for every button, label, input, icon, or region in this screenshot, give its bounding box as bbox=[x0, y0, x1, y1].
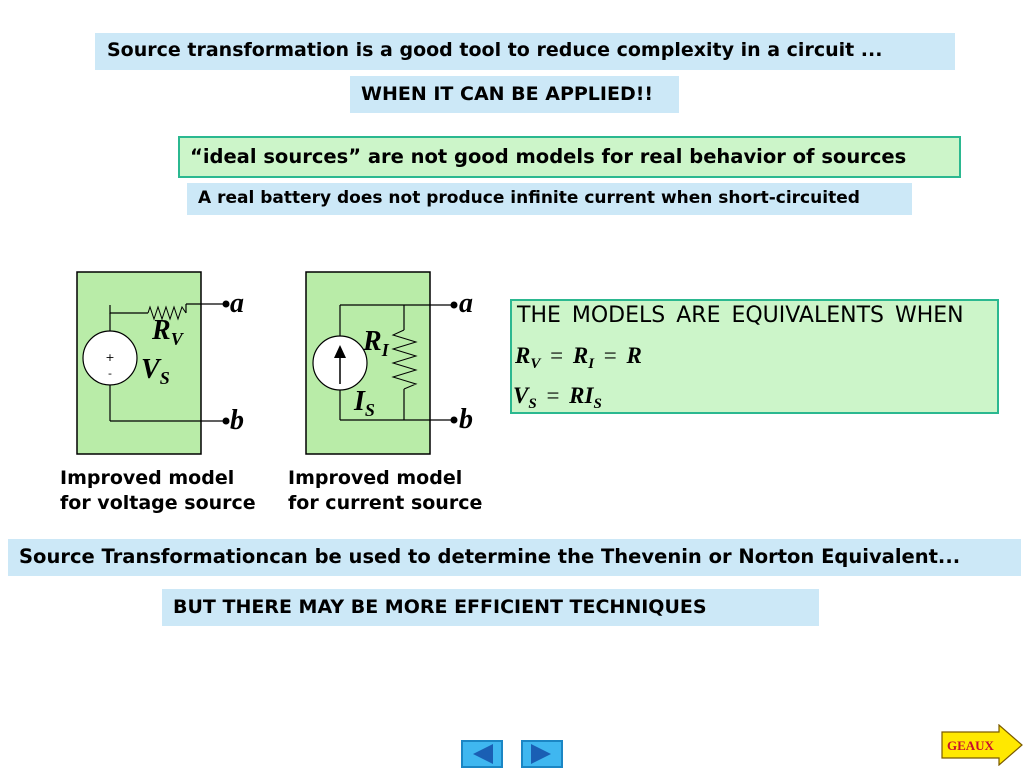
current-source-sub: S bbox=[364, 400, 375, 420]
voltage-caption-line2: for voltage source bbox=[60, 492, 256, 514]
eq1-ri-sub: I bbox=[588, 356, 595, 372]
resistance-equation bbox=[515, 343, 642, 373]
thevenin-norton-banner: Source Transformationcan be used to determine the Thevenin or Norton Equivalent... bbox=[8, 539, 1021, 576]
next-slide-button[interactable] bbox=[521, 740, 563, 768]
eq1-equals-a: = bbox=[550, 343, 564, 368]
resistor-ri-main: R bbox=[363, 326, 382, 357]
voltage-source-sub: S bbox=[159, 368, 170, 388]
real-battery-banner: A real battery does not produce infinite current when short-circuited bbox=[187, 183, 912, 215]
eq2-ri-sub: S bbox=[593, 396, 602, 412]
voltage-source-model-diagram bbox=[70, 268, 260, 463]
eq1-rv-sub: V bbox=[530, 356, 541, 372]
terminal-a-dot bbox=[223, 301, 230, 308]
current-source-model-diagram bbox=[300, 268, 490, 463]
resistor-rv-sub: V bbox=[170, 329, 183, 349]
resistor-ri-sub: I bbox=[381, 340, 389, 360]
eq1-ri: R bbox=[572, 343, 589, 368]
when-applied-banner: WHEN IT CAN BE APPLIED!! bbox=[350, 76, 679, 113]
resistor-rv-main: R bbox=[152, 315, 171, 346]
voltage-model-caption bbox=[60, 466, 256, 516]
arrow-right-icon bbox=[523, 742, 561, 766]
terminal-b-dot bbox=[451, 417, 458, 424]
terminal-b-label: b bbox=[459, 404, 473, 435]
equivalence-heading: THE MODELS ARE EQUIVALENTS WHEN bbox=[517, 303, 964, 328]
arrow-left-icon bbox=[463, 742, 501, 766]
voltage-source-minus: - bbox=[108, 367, 112, 380]
current-caption-line1: Improved model bbox=[288, 467, 463, 489]
eq2-ri: RI bbox=[569, 383, 594, 408]
source-equation bbox=[513, 383, 602, 413]
terminal-b-dot bbox=[223, 418, 230, 425]
voltage-caption-line1: Improved model bbox=[60, 467, 235, 489]
voltage-source-plus: + bbox=[105, 351, 115, 364]
terminal-a-label: a bbox=[459, 288, 473, 319]
terminal-b-label: b bbox=[230, 405, 244, 436]
current-caption-line2: for current source bbox=[288, 492, 483, 514]
ideal-sources-banner: “ideal sources” are not good models for real behavior of sources bbox=[178, 136, 961, 178]
eq2-vs: V bbox=[513, 383, 529, 408]
terminal-a-dot bbox=[451, 302, 458, 309]
efficient-techniques-banner: BUT THERE MAY BE MORE EFFICIENT TECHNIQUES bbox=[162, 589, 819, 626]
current-source-main: I bbox=[354, 386, 365, 417]
previous-slide-button[interactable] bbox=[461, 740, 503, 768]
eq1-equals-b: = bbox=[603, 343, 617, 368]
geaux-button[interactable] bbox=[941, 724, 1023, 766]
eq1-rv: R bbox=[515, 343, 531, 368]
eq2-vs-sub: S bbox=[528, 396, 537, 412]
equivalence-conditions-box bbox=[510, 299, 999, 414]
voltage-source-main: V bbox=[141, 354, 160, 385]
eq1-r: R bbox=[626, 343, 642, 368]
terminal-a-label: a bbox=[230, 288, 244, 319]
geaux-label: GEAUX bbox=[947, 738, 994, 753]
eq2-equals: = bbox=[546, 383, 560, 408]
current-model-caption bbox=[288, 466, 482, 516]
title-banner: Source transformation is a good tool to reduce complexity in a circuit ... bbox=[95, 33, 955, 70]
